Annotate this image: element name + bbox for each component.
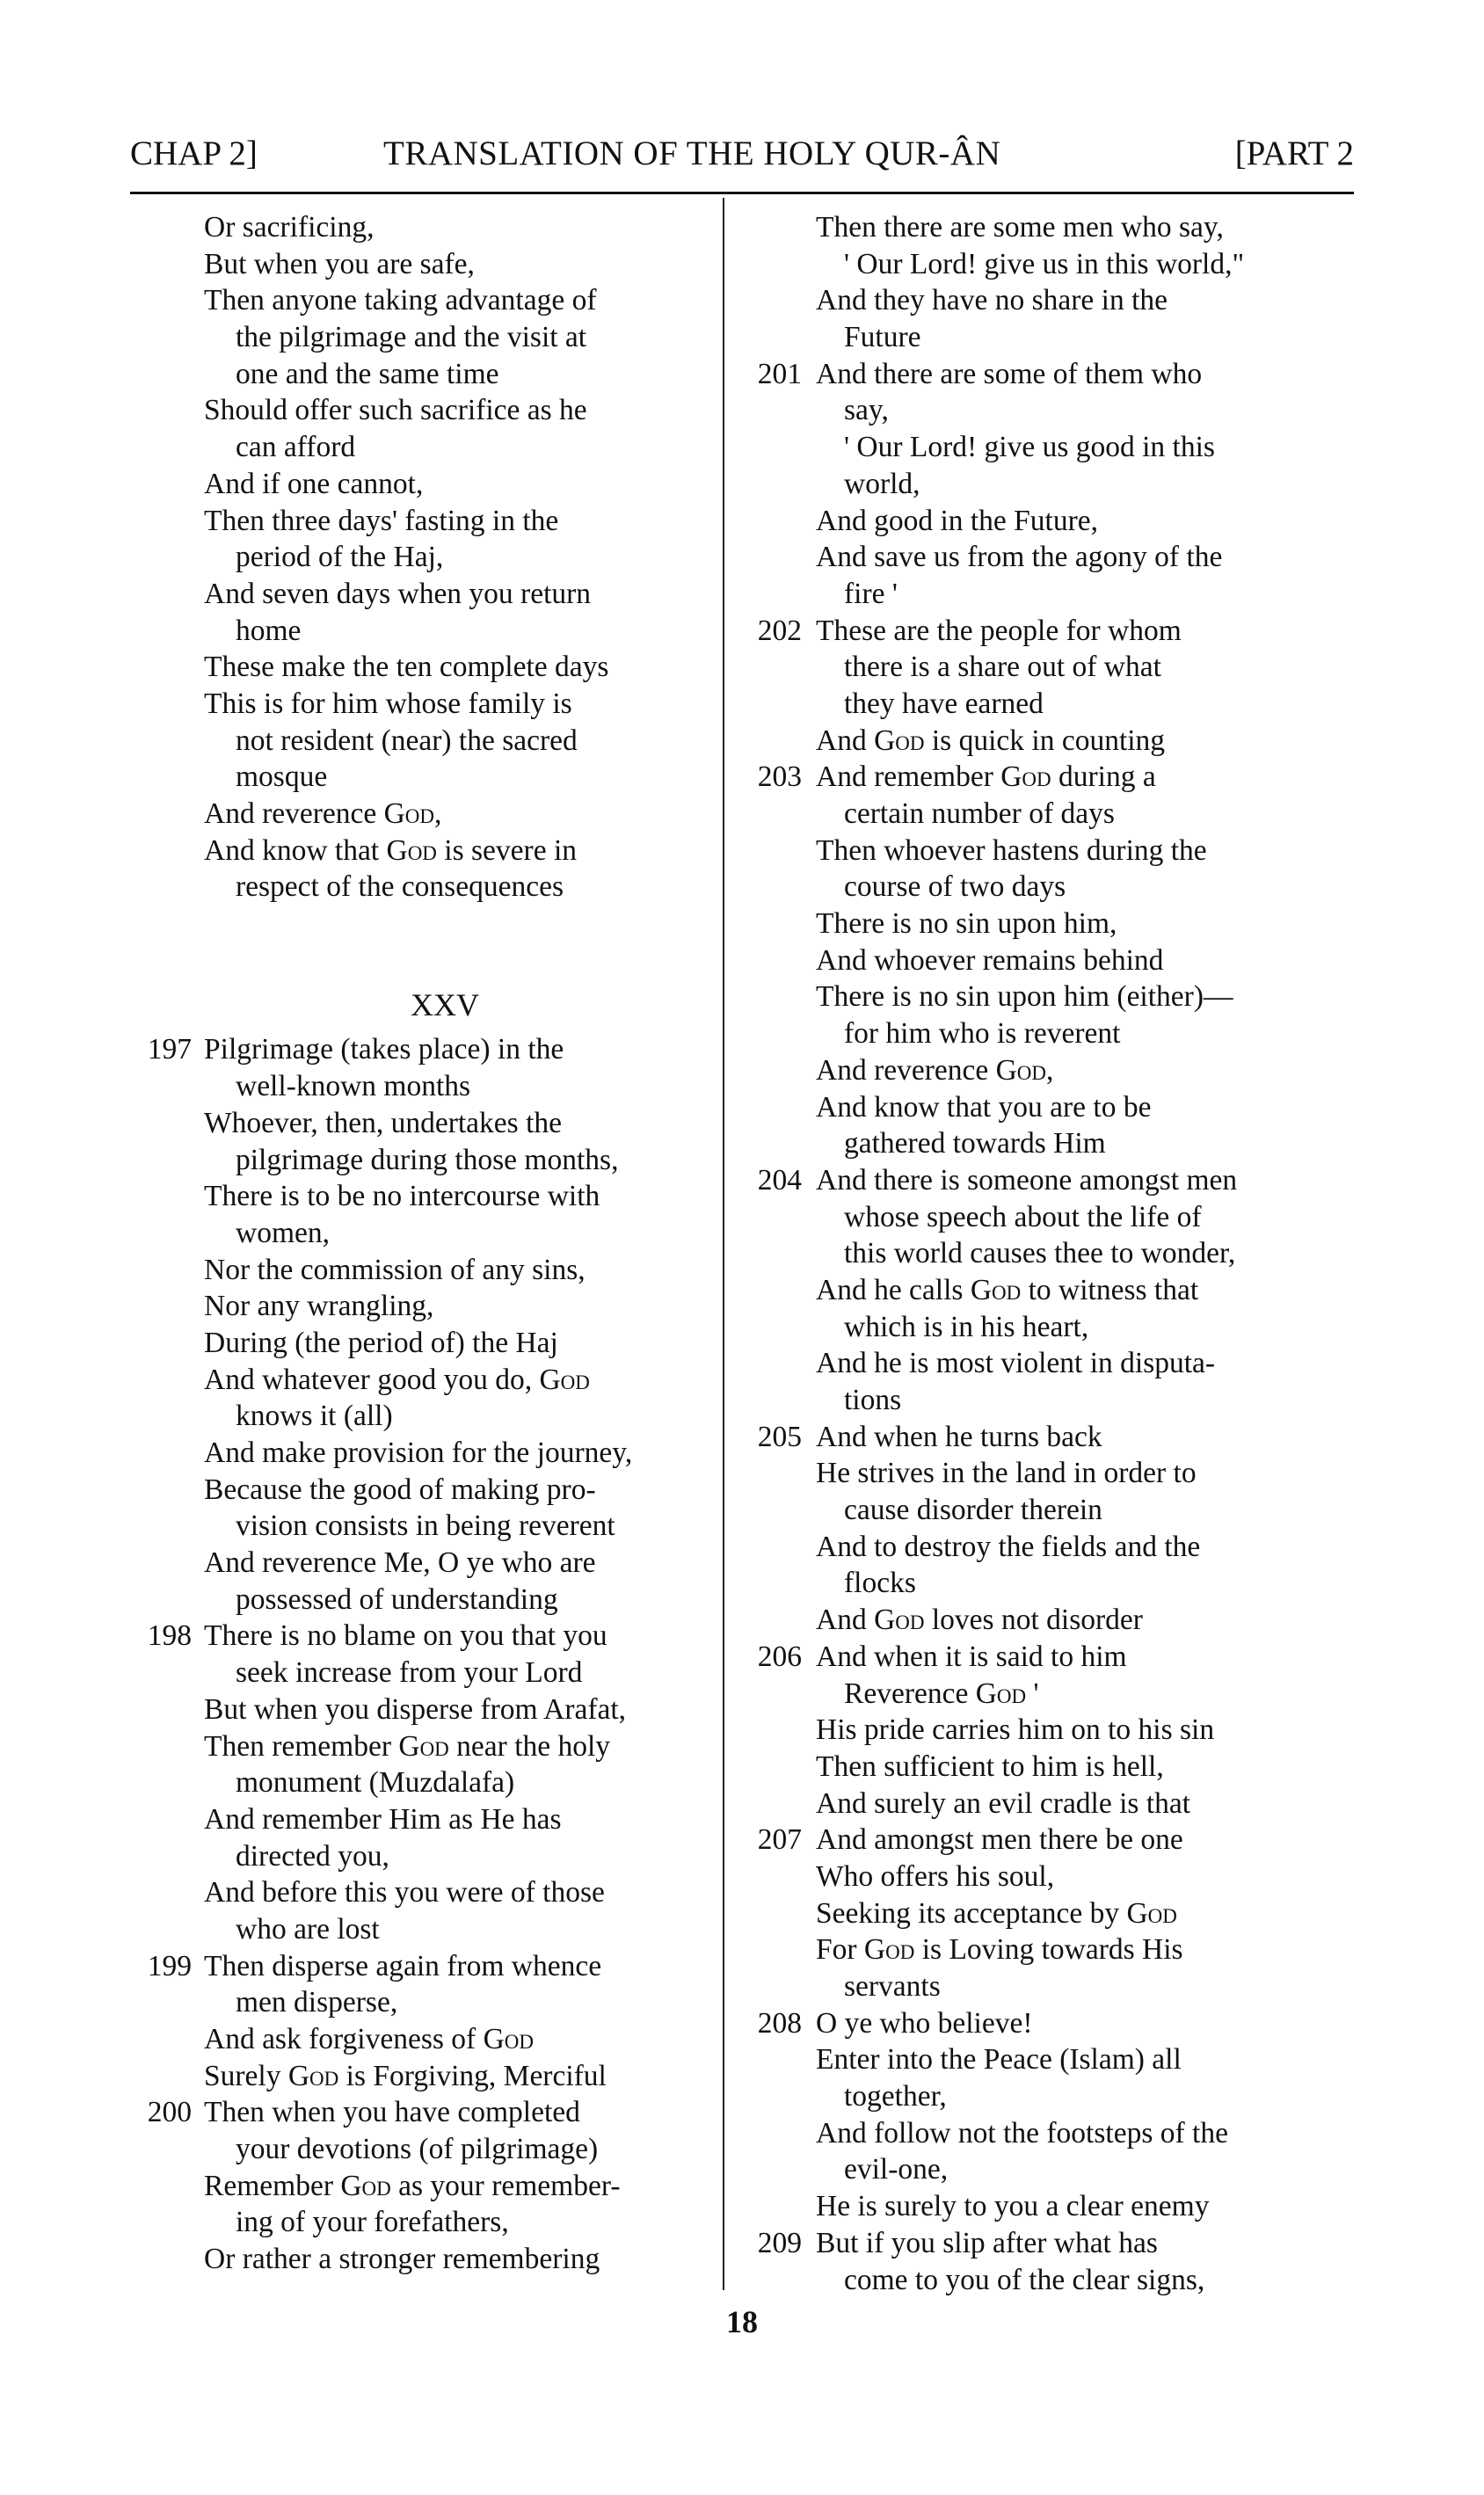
verse-line: [125, 1691, 712, 1728]
verse-text: These are the people for whom: [816, 614, 1182, 647]
verse-line: [735, 1602, 1354, 1639]
verse-line: [125, 1911, 712, 1948]
verse-text: And reverence God,: [816, 1053, 1054, 1087]
verse-line: [125, 1398, 712, 1435]
verse-line: [735, 1419, 1354, 1456]
verse-text: And reverence Me, O ye who are: [204, 1546, 596, 1580]
verse-line: [735, 1639, 1354, 1676]
verse-text: And before this you were of those: [204, 1876, 605, 1909]
part-label: [PART 2: [1234, 135, 1354, 172]
verse-text: servants: [844, 1970, 941, 2003]
verse-line: [125, 2241, 712, 2278]
verse-line: [125, 356, 712, 393]
verse-line: [125, 1655, 712, 1691]
verse-text: gathered towards Him: [844, 1127, 1106, 1160]
verse-text: Then sufficient to him is hell,: [816, 1749, 1164, 1783]
verse-text: And follow not the footsteps of the: [816, 2116, 1228, 2149]
verse-line: [125, 2131, 712, 2168]
verse-line: [735, 1492, 1354, 1529]
verse-text: Nor any wrangling,: [204, 1290, 434, 1323]
verse-text: directed you,: [236, 1839, 389, 1873]
verse-line: [125, 466, 712, 503]
verse-line: [125, 1178, 712, 1215]
verse-line: [125, 2021, 712, 2058]
verse-text: And know that you are to be: [816, 1090, 1152, 1124]
verse-line: [125, 1874, 712, 1911]
verse-line: [125, 2058, 712, 2095]
running-header: [130, 134, 1354, 186]
verse-text: can afford: [236, 431, 356, 464]
verse-line: [735, 1235, 1354, 1272]
verse-text: Then disperse again from whence: [204, 1949, 602, 1982]
verse-line: [735, 1089, 1354, 1126]
verse-text: Or sacrificing,: [204, 211, 375, 244]
verse-text: He is surely to you a clear enemy: [816, 2190, 1210, 2223]
verse-text: There is no sin upon him,: [816, 907, 1117, 941]
verse-line: [735, 1565, 1354, 1602]
verse-text: mosque: [236, 760, 328, 794]
verse-line: [735, 759, 1354, 796]
verse-text: they have earned: [844, 687, 1044, 720]
verse-text: And know that God is severe in: [204, 833, 577, 867]
verse-text: whose speech about the life of: [844, 1200, 1202, 1233]
verse-line: [735, 2078, 1354, 2115]
verse-text: And good in the Future,: [816, 504, 1099, 537]
verse-text: And to destroy the fields and the: [816, 1530, 1201, 1563]
verse-text: this world causes thee to wonder,: [844, 1237, 1236, 1270]
verse-text: But when you are safe,: [204, 247, 475, 280]
verse-text: Seeking its acceptance by God: [816, 1896, 1177, 1930]
verse-line: [735, 1382, 1354, 1419]
verse-line: [125, 869, 712, 906]
verse-line: [735, 978, 1354, 1015]
verse-line: [735, 1162, 1354, 1199]
verse-line: [735, 1529, 1354, 1566]
verse-line: [735, 1895, 1354, 1932]
verse-text: Future: [844, 321, 921, 354]
verse-line: [125, 1764, 712, 1801]
chapter-label: CHAP 2]: [130, 135, 258, 172]
verse-line: [125, 723, 712, 760]
verse-text: And when it is said to him: [816, 1640, 1127, 1673]
verse-line: [125, 1545, 712, 1582]
verse-text: evil-one,: [844, 2153, 949, 2186]
right-column: [735, 209, 1354, 2298]
verse-line: [735, 1199, 1354, 1236]
verse-line: [735, 1822, 1354, 1859]
verse-line: [735, 466, 1354, 503]
verse-text: Nor the commission of any sins,: [204, 1253, 586, 1286]
verse-text: O ye who believe!: [816, 2006, 1033, 2040]
verse-text: Then whoever hastens during the: [816, 833, 1207, 867]
verse-text: not resident (near) the sacred: [236, 724, 578, 757]
verse-line: [735, 392, 1354, 429]
verse-text: And there is someone amongst men: [816, 1163, 1238, 1197]
verse-line: [125, 1068, 712, 1105]
verse-line: [125, 1508, 712, 1545]
verse-line: [735, 429, 1354, 466]
verse-text: monument (Muzdalafa): [236, 1766, 515, 1800]
verse-number: 207: [757, 1823, 802, 1857]
verse-line: [125, 2204, 712, 2241]
verse-number: 206: [757, 1640, 802, 1673]
verse-text: Then remember God near the holy: [204, 1729, 611, 1763]
verse-text: certain number of days: [844, 797, 1115, 830]
verse-line: [125, 1362, 712, 1399]
verse-text: And ask forgiveness of God: [204, 2023, 535, 2055]
verse-text: tions: [844, 1384, 902, 1416]
verse-line: [125, 1142, 712, 1179]
verse-text: cause disorder therein: [844, 1494, 1102, 1527]
verse-text: Who offers his soul,: [816, 1859, 1055, 1893]
verse-line: [125, 282, 712, 319]
verse-text: home: [236, 614, 302, 647]
verse-text: course of two days: [844, 870, 1066, 904]
verse-text: And surely an evil cradle is that: [816, 1786, 1191, 1820]
verse-number: 201: [757, 357, 802, 390]
verse-text: And when he turns back: [816, 1420, 1102, 1453]
verse-line: [735, 1015, 1354, 1052]
verse-text: seek increase from your Lord: [236, 1656, 583, 1690]
verse-line: [735, 942, 1354, 979]
verse-text: pilgrimage during those months,: [236, 1143, 619, 1176]
verse-line: [125, 2094, 712, 2131]
verse-line: [125, 1105, 712, 1142]
verse-text: Pilgrimage (takes place) in the: [204, 1033, 564, 1066]
verse-number: 203: [757, 760, 802, 794]
verse-text: Remember God as your remember-: [204, 2169, 621, 2202]
verse-line: [735, 2151, 1354, 2188]
verse-line: [125, 686, 712, 723]
verse-text: And God is quick in counting: [816, 724, 1166, 757]
verse-line: [735, 319, 1354, 356]
verse-text: Because the good of making pro-: [204, 1473, 596, 1506]
page-number: 18: [726, 2304, 758, 2339]
verse-text: There is to be no intercourse with: [204, 1180, 600, 1213]
verse-number: 204: [757, 1163, 802, 1197]
verse-line: [735, 2262, 1354, 2299]
verse-line: [735, 833, 1354, 869]
verse-text: fire ': [844, 577, 898, 610]
verse-line: [125, 246, 712, 283]
verse-text: And make provision for the journey,: [204, 1437, 633, 1469]
verse-line: [735, 723, 1354, 760]
verse-line: [125, 576, 712, 613]
verse-number: 200: [147, 2096, 192, 2129]
verse-text: Surely God is Forgiving, Merciful: [204, 2059, 607, 2092]
verse-text: knows it (all): [236, 1400, 393, 1433]
verse-line: [125, 2168, 712, 2205]
verse-text: There is no sin upon him (either)—: [816, 980, 1233, 1014]
verse-number: 197: [147, 1033, 192, 1066]
verse-line: [735, 796, 1354, 833]
verse-line: [735, 576, 1354, 613]
verse-text: ' Our Lord! give us in this world,": [844, 247, 1245, 280]
verse-line: [735, 1931, 1354, 1968]
verse-line: [125, 1325, 712, 1362]
verse-line: [735, 282, 1354, 319]
verse-text: which is in his heart,: [844, 1310, 1089, 1343]
verse-text: And amongst men there be one: [816, 1823, 1183, 1857]
verse-line: [735, 1712, 1354, 1749]
verse-text: There is no blame on you that you: [204, 1619, 607, 1653]
verse-line: [125, 429, 712, 466]
verse-number: 205: [757, 1420, 802, 1453]
verse-line: [735, 686, 1354, 723]
verse-line: [735, 209, 1354, 246]
verse-text: These make the ten complete days: [204, 651, 609, 684]
verse-line: [735, 649, 1354, 686]
verse-text: say,: [844, 394, 889, 427]
verse-text: And he calls God to witness that: [816, 1273, 1199, 1306]
verse-text: This is for him whose family is: [204, 687, 572, 720]
verse-line: [735, 539, 1354, 576]
verse-text: Then there are some men who say,: [816, 211, 1224, 244]
verse-text: For God is Loving towards His: [816, 1933, 1183, 1967]
verse-text: And whoever remains behind: [816, 943, 1164, 977]
verse-line: [125, 1435, 712, 1472]
verse-number: 199: [147, 1949, 192, 1982]
verse-text: And if one cannot,: [204, 467, 424, 500]
left-column: [125, 209, 712, 2278]
verse-line: [125, 1618, 712, 1655]
verse-line: [125, 649, 712, 686]
verse-text: one and the same time: [236, 357, 499, 390]
verse-line: [735, 1859, 1354, 1895]
verse-line: [735, 1455, 1354, 1492]
verse-line: [125, 539, 712, 576]
verse-line: [735, 613, 1354, 650]
verse-text: And seven days when you return: [204, 577, 592, 610]
verse-text: And remember Him as He has: [204, 1802, 562, 1836]
verse-line: [735, 1272, 1354, 1309]
verse-text: And save us from the agony of the: [816, 541, 1223, 574]
verse-line: [735, 2188, 1354, 2225]
verse-text: vision consists in being reverent: [236, 1509, 615, 1543]
verse-line: [125, 1984, 712, 2021]
verse-text: flocks: [844, 1567, 916, 1600]
verse-text: Then three days' fasting in the: [204, 504, 559, 537]
verse-text: During (the period of) the Haj: [204, 1326, 558, 1359]
page-title: TRANSLATION OF THE HOLY QUR-ÂN: [383, 135, 1001, 172]
verse-line: [125, 1031, 712, 1068]
verse-number: 208: [757, 2006, 802, 2040]
verse-line: [735, 1309, 1354, 1346]
verse-text: together,: [844, 2080, 947, 2113]
verse-text: Should offer such sacrifice as he: [204, 394, 587, 427]
verse-line: [125, 759, 712, 796]
verse-text: He strives in the land in order to: [816, 1457, 1197, 1490]
verse-line: [125, 1948, 712, 1985]
verse-text: And remember God during a: [816, 760, 1156, 794]
verse-text: Then when you have completed: [204, 2096, 580, 2129]
verse-line: [125, 1728, 712, 1765]
verse-text: Reverence God ': [844, 1677, 1039, 1710]
header-rule: [130, 192, 1354, 194]
verse-text: there is a share out of what: [844, 651, 1161, 684]
verse-line: [735, 2115, 1354, 2152]
verse-text: And God loves not disorder: [816, 1604, 1143, 1637]
verse-text: respect of the consequences: [236, 870, 564, 904]
verse-line: [125, 1838, 712, 1875]
verse-text: ' Our Lord! give us good in this: [844, 431, 1215, 464]
verse-text: But if you slip after what has: [816, 2226, 1158, 2259]
verse-line: [125, 833, 712, 869]
verse-text: who are lost: [236, 1912, 380, 1946]
verse-text: And whatever good you do, God: [204, 1363, 590, 1396]
verse-line: [125, 613, 712, 650]
verse-line: [125, 209, 712, 246]
verse-line: [735, 869, 1354, 906]
verse-line: [125, 503, 712, 540]
verse-line: [735, 2225, 1354, 2262]
verse-line: [735, 1676, 1354, 1713]
verse-line: [125, 1801, 712, 1838]
verse-line: [735, 356, 1354, 393]
verse-line: [735, 503, 1354, 540]
verse-line: [735, 1052, 1354, 1089]
verse-line: [735, 906, 1354, 942]
verse-text: period of the Haj,: [236, 541, 444, 574]
verse-line: [125, 796, 712, 833]
verse-line: [125, 1288, 712, 1325]
verse-line: [735, 1125, 1354, 1162]
column-divider: [723, 198, 724, 2290]
verse-text: And there are some of them who: [816, 357, 1203, 390]
verse-text: possessed of understanding: [236, 1582, 558, 1616]
verse-text: your devotions (of pilgrimage): [236, 2133, 599, 2166]
verse-text: And they have no share in the: [816, 284, 1168, 317]
section-heading: XXV: [411, 987, 479, 1023]
verse-line: [125, 1582, 712, 1618]
verse-text: ing of your forefathers,: [236, 2206, 509, 2239]
verse-line: [125, 1215, 712, 1252]
verse-text: And reverence God,: [204, 797, 442, 830]
verse-text: women,: [236, 1216, 330, 1249]
verse-line: [735, 1968, 1354, 2005]
verse-line: [125, 392, 712, 429]
verse-text: But when you disperse from Arafat,: [204, 1692, 627, 1726]
verse-line: [125, 319, 712, 356]
verse-line: [735, 2041, 1354, 2078]
verse-line: [735, 1786, 1354, 1822]
verse-number: 198: [147, 1619, 192, 1653]
verse-text: for him who is reverent: [844, 1017, 1121, 1051]
verse-text: men disperse,: [236, 1986, 398, 2019]
verse-line: [735, 1345, 1354, 1382]
verse-text: Or rather a stronger remembering: [204, 2243, 600, 2276]
verse-number: 209: [757, 2226, 802, 2259]
verse-text: the pilgrimage and the visit at: [236, 321, 587, 354]
verse-text: And he is most violent in disputa-: [816, 1347, 1216, 1380]
verse-line: [125, 1252, 712, 1289]
verse-line: [735, 246, 1354, 283]
verse-text: come to you of the clear signs,: [844, 2263, 1205, 2296]
verse-text: Enter into the Peace (Islam) all: [816, 2043, 1182, 2077]
verse-text: world,: [844, 467, 920, 500]
verse-text: His pride carries him on to his sin: [816, 1713, 1215, 1747]
verse-text: well-known months: [236, 1070, 471, 1103]
verse-line: [735, 2005, 1354, 2042]
verse-line: [735, 1749, 1354, 1786]
verse-line: [125, 1472, 712, 1509]
verse-number: 202: [757, 614, 802, 647]
verse-text: Then anyone taking advantage of: [204, 284, 597, 317]
verse-text: Whoever, then, undertakes the: [204, 1106, 563, 1139]
